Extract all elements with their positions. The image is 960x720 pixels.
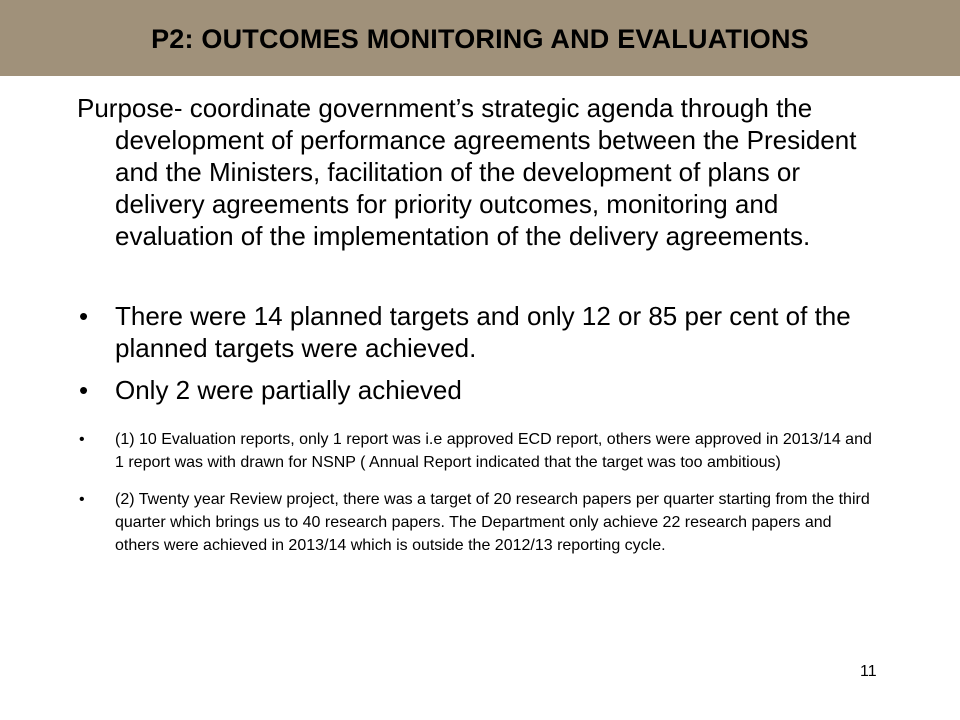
title-bar <box>0 0 960 76</box>
page-number: 11 <box>860 663 877 680</box>
detail-bullet-item: • (1) 10 Evaluation reports, only 1 report was i.e approved ECD report, others were approved in 2013/14 and 1 report was with drawn for NSNP ( Annual Report indicated that the target was too ambitious) <box>77 428 877 474</box>
main-bullet-item: • There were 14 planned targets and only 12 or 85 per cent of the planned targets were achieved. <box>77 300 877 364</box>
purpose-paragraph: Purpose- coordinate government’s strategic agenda through the development of performance agreements between the President and the Ministers, facilitation of the development of plans or delivery agreements for priority outcomes, monitoring and evaluation of the implementation of the delivery agreements. <box>77 93 857 251</box>
main-bullet-list <box>77 300 877 406</box>
slide-body <box>77 92 877 557</box>
main-bullet-item: • Only 2 were partially achieved <box>77 374 877 406</box>
detail-bullet-item: • (2) Twenty year Review project, there was a target of 20 research papers per quarter starting from the third quarter which brings us to 40 research papers. The Department only achieve 22 research papers and others were achieved in 2013/14 which is outside the 2012/13 reporting cycle. <box>77 488 877 557</box>
detail-bullet-list <box>77 428 877 557</box>
slide-title: P2: OUTCOMES MONITORING AND EVALUATIONS <box>151 23 809 54</box>
